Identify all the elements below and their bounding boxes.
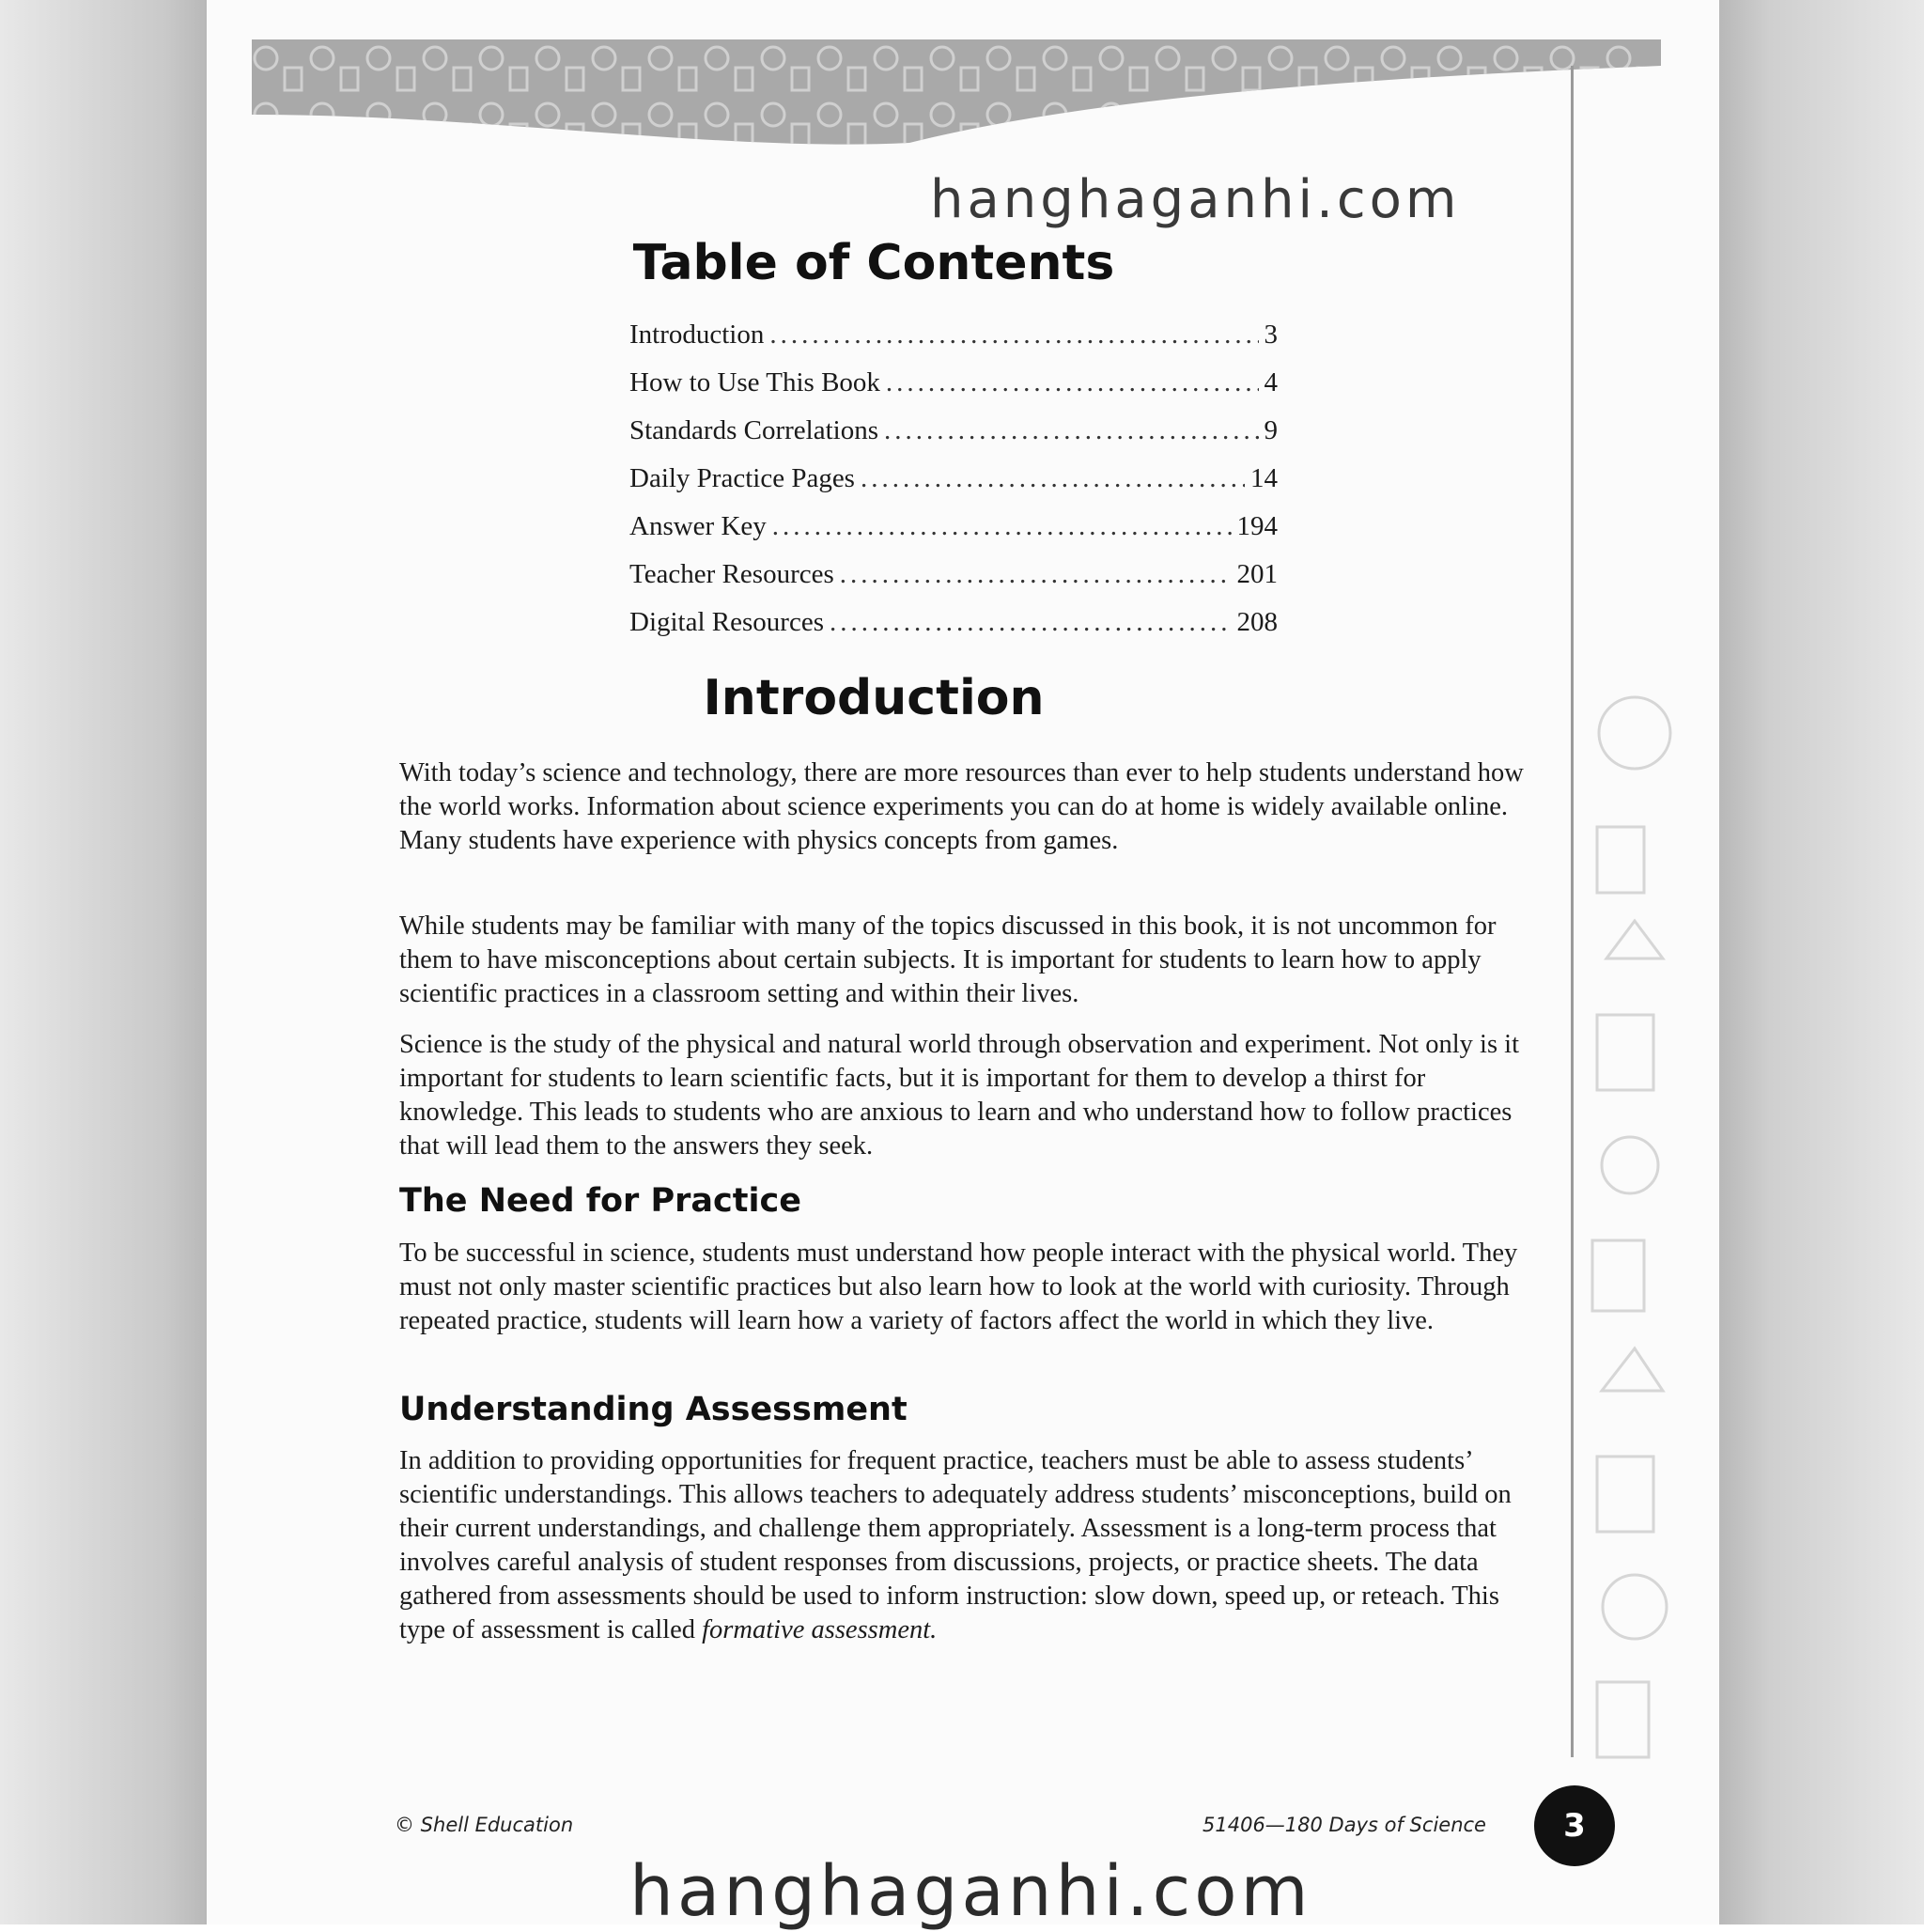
toc-entry <box>629 367 1278 415</box>
toc-entry-page: 201 <box>1236 559 1278 589</box>
watermark-bottom: hanghaganhi.com <box>629 1851 1312 1932</box>
toc-entry <box>629 463 1278 511</box>
paragraph-body: In addition to providing opportunities for frequent practice, teachers must be able to assess students’ scientific understandings. This allows teachers to adequately address students’ misconceptions, build on their current understandings, and challenge them appropriately. Assessment is a long-term process that involves careful analysis of student responses from discussions, projects, or practice sheets. The data gathered from assessments should be used to inform instruction: slow down, speed up, or reteach. This type of assessment is called <box>399 1446 1512 1644</box>
table-of-contents <box>629 319 1278 655</box>
toc-entry-page: 194 <box>1236 511 1278 541</box>
italic-term: formative assessment. <box>702 1615 938 1644</box>
toc-entry <box>629 511 1278 559</box>
toc-entry-page: 208 <box>1236 607 1278 637</box>
toc-entry-label: Introduction <box>629 319 765 350</box>
footer-book-title: 51406—180 Days of Science <box>1202 1814 1486 1836</box>
toc-leader-dots <box>830 607 1232 638</box>
intro-paragraph-3 <box>399 1028 1527 1163</box>
scan-frame-right <box>1719 0 1924 1924</box>
toc-entry <box>629 319 1278 367</box>
toc-leader-dots <box>861 463 1245 494</box>
paragraph-text: While students may be familiar with many of the topics discussed in this book, it is not uncommon for them to have misconceptions about certain subjects. It is important for students to learn how to apply scientific practices in a classroom setting and within their lives. <box>399 911 1497 1008</box>
introduction-title: Introduction <box>703 670 1045 726</box>
intro-paragraph-1 <box>399 756 1527 858</box>
toc-entry-label: Standards Correlations <box>629 415 878 445</box>
toc-leader-dots <box>840 559 1232 590</box>
toc-entry-label: Answer Key <box>629 511 767 541</box>
toc-title: Table of Contents <box>632 235 1115 291</box>
understanding-assessment-paragraph <box>399 1444 1527 1647</box>
toc-entry-page: 3 <box>1264 319 1278 350</box>
toc-entry <box>629 559 1278 607</box>
page-number-badge <box>1534 1785 1615 1866</box>
toc-entry-page: 4 <box>1264 367 1278 397</box>
paragraph-text: To be successful in science, students must understand how people interact with the physical world. They must not only master scientific practices but also learn how to look at the world with curiosity. Through repeated practice, students will learn how a variety of factors affect the world in which they live. <box>399 1239 1518 1335</box>
toc-entry-label: Digital Resources <box>629 607 824 637</box>
toc-entry-label: How to Use This Book <box>629 367 880 397</box>
book-page <box>207 0 1719 1932</box>
need-for-practice-heading: The Need for Practice <box>399 1182 801 1220</box>
paragraph-text: Science is the study of the physical and natural world through observation and experiment. Not only is it important for students to learn scientific facts, but it is important for them to develop a thirst for knowledge. This leads to students who are anxious to learn and who understand how to follow practices that will lead them to the answers they seek. <box>399 1030 1519 1161</box>
toc-leader-dots <box>884 415 1259 446</box>
toc-leader-dots <box>772 511 1232 542</box>
toc-leader-dots <box>886 367 1259 398</box>
watermark-top: hanghaganhi.com <box>930 169 1461 230</box>
scan-frame-left <box>0 0 207 1924</box>
understanding-assessment-heading: Understanding Assessment <box>399 1391 908 1428</box>
intro-paragraph-2 <box>399 910 1527 1011</box>
header-decorative-band <box>252 39 1661 152</box>
page-number: 3 <box>1563 1807 1586 1845</box>
paragraph-text <box>399 1444 1527 1647</box>
toc-entry-label: Daily Practice Pages <box>629 463 855 493</box>
toc-entry-page: 9 <box>1264 415 1278 445</box>
toc-entry <box>629 415 1278 463</box>
margin-doodles <box>1578 677 1672 1804</box>
toc-entry-label: Teacher Resources <box>629 559 834 589</box>
toc-entry <box>629 607 1278 655</box>
need-for-practice-paragraph <box>399 1237 1527 1338</box>
toc-entry-page: 14 <box>1250 463 1278 493</box>
paragraph-text: With today’s science and technology, there are more resources than ever to help students understand how the world works. Information about science experiments you can do at home is widely available online. Many students have experience with physics concepts from games. <box>399 758 1524 855</box>
footer-publisher: © Shell Education <box>395 1814 574 1836</box>
toc-leader-dots <box>769 319 1258 351</box>
right-margin-rule <box>1571 66 1574 1757</box>
